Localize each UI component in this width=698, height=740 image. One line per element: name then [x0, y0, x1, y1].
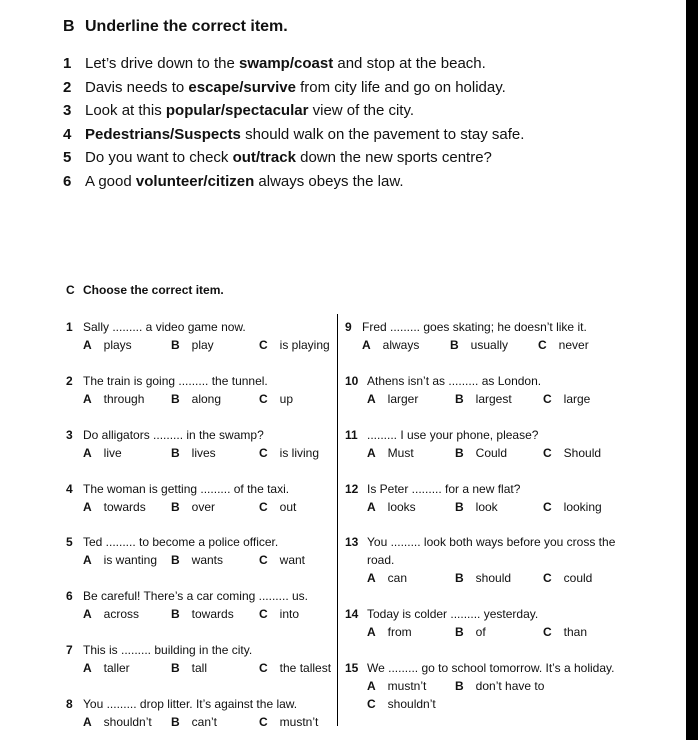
option-letter: A: [83, 661, 92, 675]
question-text: Today is colder ......... yesterday.: [367, 607, 539, 621]
item-text-before: Let’s drive down to the: [85, 55, 239, 72]
question-number: 10: [345, 374, 359, 388]
option-b: [455, 498, 498, 516]
option-a: [367, 677, 426, 695]
question-number: 8: [66, 697, 73, 711]
option-letter: A: [367, 446, 376, 460]
option-text: want: [279, 553, 306, 567]
section-b-list: [63, 52, 524, 194]
option-b: [171, 390, 221, 408]
item-choices: popular/spectacular: [165, 102, 309, 120]
exercise-item: [63, 99, 524, 123]
item-text-before: A good: [85, 172, 136, 190]
option-letter: A: [367, 392, 376, 406]
option-text: never: [558, 338, 589, 352]
question-number: 12: [345, 482, 359, 496]
option-b: [455, 444, 507, 462]
option-text: along: [191, 392, 222, 406]
option-letter: C: [259, 338, 268, 352]
option-text: out: [279, 500, 297, 514]
option-letter: A: [367, 625, 376, 639]
option-letter: B: [455, 446, 464, 460]
question-number: 14: [345, 607, 359, 621]
option-a: [83, 659, 130, 677]
option-letter: C: [259, 446, 268, 460]
option-letter: B: [455, 625, 464, 639]
exercise-item: [63, 146, 524, 170]
question-text: This is ......... building in the city.: [83, 643, 253, 657]
option-letter: B: [455, 500, 464, 514]
question-text: You ......... look both ways before you cross the: [367, 535, 616, 549]
option-text: larger: [387, 392, 419, 406]
question-number: 13: [345, 535, 359, 549]
option-text: live: [103, 446, 122, 460]
question-text: The woman is getting ......... of the taxi.: [83, 482, 290, 496]
option-text: taller: [103, 661, 130, 675]
item-choices: out/track: [232, 149, 296, 167]
option-b: [171, 551, 223, 569]
option-c: [259, 390, 293, 408]
option-text: play: [191, 338, 214, 352]
question-text: Ted ......... to become a police officer.: [83, 535, 279, 549]
question-text: Sally ......... a video game now.: [83, 320, 246, 334]
option-letter: B: [171, 338, 180, 352]
option-c: [543, 444, 601, 462]
option-a: [367, 569, 407, 587]
item-choices: volunteer/citizen: [135, 172, 255, 190]
option-b: [450, 336, 508, 354]
option-b: [171, 713, 217, 731]
item-number: 2: [63, 78, 72, 96]
option-text: could: [563, 571, 593, 585]
option-letter: A: [83, 500, 92, 514]
option-text: shouldn’t: [103, 715, 152, 729]
option-letter: A: [83, 715, 92, 729]
option-a: [83, 444, 122, 462]
option-text: the tallest: [279, 661, 332, 675]
item-number: 5: [63, 149, 72, 167]
option-letter: A: [83, 607, 92, 621]
option-a: [83, 551, 157, 569]
option-text: of: [475, 625, 486, 639]
option-a: [367, 444, 414, 462]
question-number: 15: [345, 661, 359, 675]
option-letter: B: [171, 392, 180, 406]
question-number: 3: [66, 428, 73, 442]
item-text-after: view of the city.: [308, 102, 415, 120]
option-text: looking: [563, 500, 602, 514]
question-text: The train is going ......... the tunnel.: [83, 374, 268, 388]
option-letter: B: [455, 392, 464, 406]
option-text: large: [563, 392, 591, 406]
option-b: [455, 390, 512, 408]
item-text-after: down the new sports centre?: [295, 149, 492, 167]
option-text: wants: [191, 553, 224, 567]
question-number: 4: [66, 482, 73, 496]
option-text: towards: [191, 607, 234, 621]
question-text: We ......... go to school tomorrow. It’s a holiday.: [367, 661, 615, 675]
option-letter: A: [83, 338, 92, 352]
option-text: always: [382, 338, 420, 352]
option-letter: A: [362, 338, 371, 352]
option-text: across: [103, 607, 140, 621]
option-a: [83, 390, 144, 408]
option-letter: C: [259, 500, 268, 514]
option-b: [455, 677, 544, 695]
option-letter: C: [538, 338, 547, 352]
option-text: than: [563, 625, 588, 639]
question-text: Is Peter ......... for a new flat?: [367, 482, 521, 496]
option-letter: B: [171, 661, 180, 675]
option-c: [543, 390, 590, 408]
item-text-before: Davis needs to: [85, 78, 189, 96]
option-letter: A: [83, 553, 92, 567]
option-text: into: [279, 607, 300, 621]
option-text: look: [475, 500, 498, 514]
question-text: You ......... drop litter. It’s against the law.: [83, 697, 298, 711]
option-a: [83, 605, 139, 623]
option-letter: B: [450, 338, 459, 352]
question-number: 6: [66, 589, 73, 603]
option-letter: B: [455, 679, 464, 693]
item-text-after: always obeys the law.: [254, 172, 404, 190]
item-number: 6: [63, 172, 72, 190]
option-b: [171, 659, 207, 677]
option-letter: C: [259, 553, 268, 567]
option-letter: B: [455, 571, 464, 585]
option-a: [83, 498, 146, 516]
question-text: ......... I use your phone, please?: [367, 428, 539, 442]
option-c: [543, 623, 587, 641]
option-text: largest: [475, 392, 512, 406]
section-b-letter: B: [63, 18, 75, 35]
section-b-title: Underline the correct item.: [85, 18, 288, 35]
option-text: is living: [279, 446, 320, 460]
exercise-item: [63, 170, 524, 194]
question-number: 7: [66, 643, 73, 657]
option-letter: A: [83, 446, 92, 460]
option-b: [455, 623, 486, 641]
option-text: towards: [103, 500, 146, 514]
option-letter: C: [543, 392, 552, 406]
option-c: [543, 569, 592, 587]
option-letter: B: [171, 446, 180, 460]
option-text: shouldn’t: [387, 697, 436, 711]
option-c: [259, 713, 318, 731]
option-text: should: [475, 571, 512, 585]
option-letter: C: [259, 715, 268, 729]
item-number: 4: [63, 125, 72, 143]
item-choices: swamp/coast: [238, 55, 334, 72]
option-a: [367, 390, 418, 408]
option-letter: C: [543, 500, 552, 514]
question-number: 2: [66, 374, 73, 388]
question-text: Do alligators ......... in the swamp?: [83, 428, 264, 442]
section-c-title: Choose the correct item.: [83, 283, 224, 297]
item-choices: escape/survive: [188, 78, 296, 96]
option-a: [362, 336, 419, 354]
option-letter: A: [367, 679, 376, 693]
option-letter: B: [171, 500, 180, 514]
question-text: Fred ......... goes skating; he doesn’t like it.: [362, 320, 587, 334]
section-b-heading: [63, 18, 288, 36]
option-text: usually: [470, 338, 509, 352]
option-text: through: [103, 392, 145, 406]
option-text: lives: [191, 446, 216, 460]
option-c: [259, 336, 330, 354]
option-b: [171, 498, 215, 516]
option-text: Could: [475, 446, 508, 460]
item-text-before: Look at this: [85, 102, 166, 120]
exercise-item: [63, 76, 524, 100]
option-a: [367, 498, 416, 516]
option-b: [171, 605, 234, 623]
question-number: 11: [345, 428, 358, 442]
option-text: Must: [387, 446, 414, 460]
option-text: over: [191, 500, 216, 514]
option-text: is wanting: [103, 553, 158, 567]
option-letter: C: [543, 446, 552, 460]
option-text: is playing: [279, 338, 330, 352]
question-number: 1: [66, 320, 73, 334]
item-number: 3: [63, 102, 72, 120]
option-text: Should: [563, 446, 602, 460]
option-letter: B: [171, 607, 180, 621]
option-c: [259, 444, 319, 462]
option-letter: C: [259, 607, 268, 621]
section-c-letter: C: [66, 283, 75, 297]
option-letter: B: [171, 553, 180, 567]
option-a: [83, 336, 132, 354]
question-text: Be careful! There’s a car coming ......... us.: [83, 589, 308, 603]
option-c: [538, 336, 589, 354]
item-number: 1: [63, 55, 72, 72]
option-c: [259, 498, 296, 516]
option-text: tall: [191, 661, 208, 675]
option-a: [367, 623, 412, 641]
option-text: don’t have to: [475, 679, 545, 693]
item-choices: Pedestrians/Suspects: [85, 125, 241, 143]
exercise-item: [63, 123, 524, 147]
option-c: [259, 551, 305, 569]
option-letter: B: [171, 715, 180, 729]
option-letter: A: [83, 392, 92, 406]
option-text: mustn’t: [387, 679, 427, 693]
option-c: [259, 605, 299, 623]
option-a: [83, 713, 152, 731]
column-divider: [337, 314, 338, 726]
option-b: [171, 336, 214, 354]
option-c: [543, 498, 602, 516]
option-c: [367, 695, 436, 713]
question-text-continued: road.: [367, 553, 395, 567]
option-text: looks: [387, 500, 416, 514]
option-b: [171, 444, 216, 462]
option-letter: C: [367, 697, 376, 711]
question-number: 9: [345, 320, 352, 334]
option-text: plays: [103, 338, 132, 352]
option-text: up: [279, 392, 294, 406]
exercise-item: [63, 52, 524, 76]
question-text: Athens isn’t as ......... as London.: [367, 374, 542, 388]
option-text: can: [387, 571, 408, 585]
item-text-after: should walk on the pavement to stay safe.: [240, 125, 525, 143]
item-text-after: from city life and go on holiday.: [295, 78, 506, 96]
option-letter: A: [367, 500, 376, 514]
option-c: [259, 659, 331, 677]
section-c-heading: [66, 283, 224, 297]
option-text: can’t: [191, 715, 218, 729]
item-text-before: Do you want to check: [85, 149, 233, 167]
option-letter: C: [543, 571, 552, 585]
option-letter: C: [259, 661, 268, 675]
option-text: from: [387, 625, 412, 639]
option-letter: C: [543, 625, 552, 639]
option-letter: C: [259, 392, 268, 406]
option-letter: A: [367, 571, 376, 585]
question-number: 5: [66, 535, 73, 549]
item-text-after: and stop at the beach.: [333, 55, 486, 72]
option-text: mustn’t: [279, 715, 319, 729]
option-b: [455, 569, 511, 587]
